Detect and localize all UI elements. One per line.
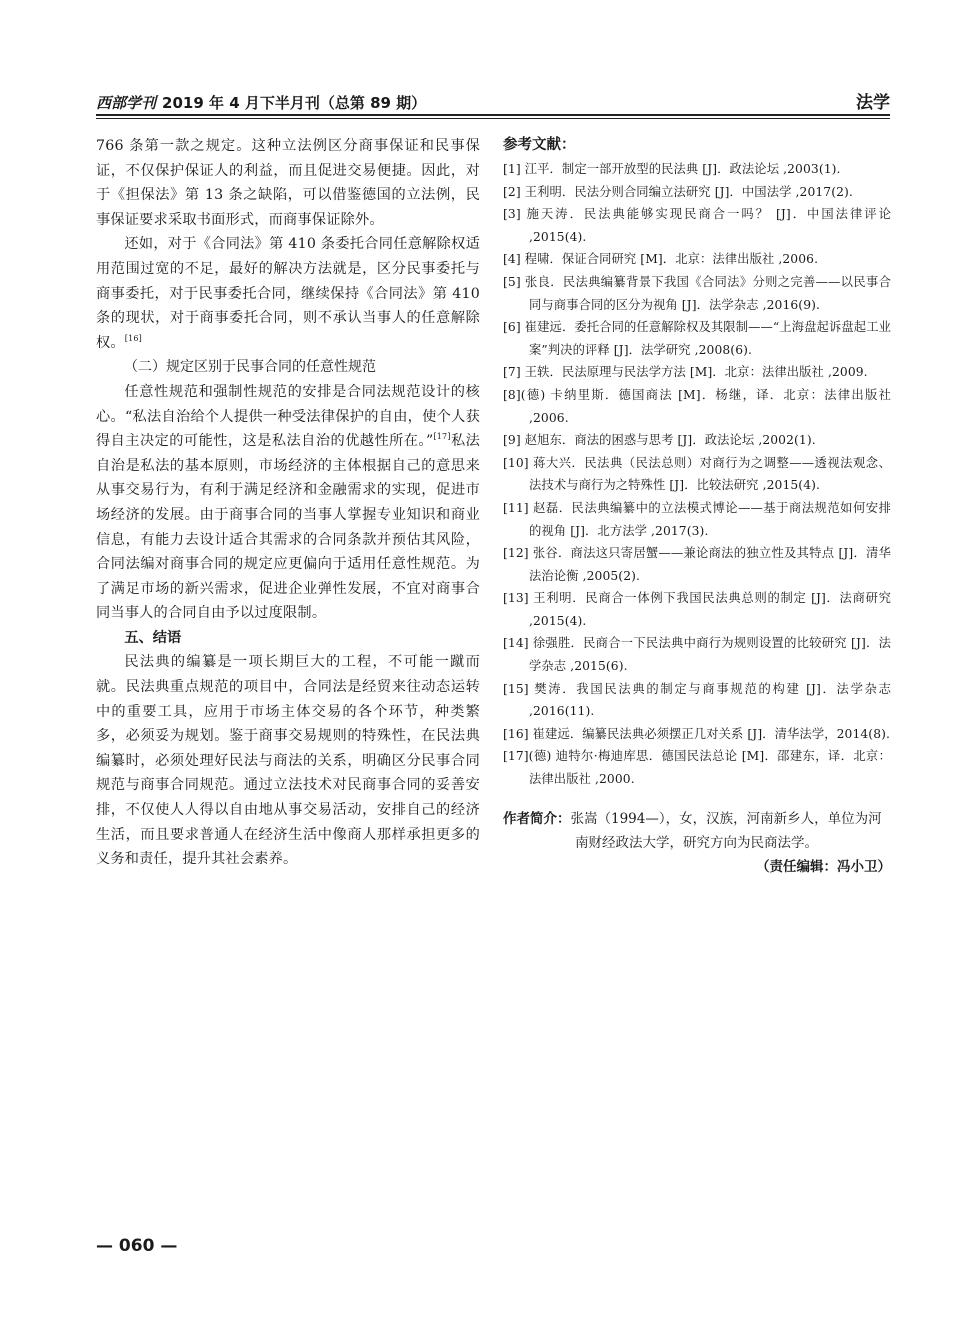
- header-divider-thin: [96, 118, 890, 119]
- reference-item: [10] 蒋大兴．民法典（民法总则）对商行为之调整——透视法观念、法技术与商行为之特殊性 [J]．比较法研究 ,2015(4).: [503, 455, 891, 493]
- subsection-heading: （二）规定区别于民事合同的任意性规范: [124, 359, 376, 376]
- journal-title: [96, 92, 426, 113]
- reference-item: [3] 施天涛．民法典能够实现民商合一吗？ [J]．中国法律评论 ,2015(4).: [503, 207, 891, 244]
- citation-17: [17]: [433, 432, 451, 442]
- paragraph-1: 766 条第一款之规定。这种立法例区分商事保证和民事保证，不仅保护保证人的利益，而且促进交易便捷。因此，对于《担保法》第 13 条之缺陷，可以借鉴德国的立法例，民事保证要求采取书面形式，而商事保证除外。: [96, 138, 480, 228]
- reference-item: [16] 崔建远．编纂民法典必须摆正几对关系 [J]．清华法学，2014(8).: [503, 726, 891, 741]
- page-header: [96, 88, 890, 114]
- reference-item: [13] 王利明．民商合一体例下我国民法典总则的制定 [J]．法商研究 ,2015(4).: [503, 591, 891, 628]
- references-title: 参考文献：: [503, 137, 576, 153]
- paragraph-2-text: 还如，对于《合同法》第 410 条委托合同任意解除权适用范围过宽的不足，最好的解决方法就是，区分民事委托与商事委托，对于民事委托合同，继续保持《合同法》第 410 条的现状，对于商事委托合同，则不承认当事人的任意解除权。: [96, 236, 480, 351]
- reference-item: [11] 赵磊．民法典编纂中的立法模式博论——基于商法规范如何安排的视角 [J]．北方法学 ,2017(3).: [503, 500, 891, 538]
- reference-item: [8](德) 卡纳里斯．德国商法 [M]．杨继，译．北京：法律出版社 ,2006.: [503, 387, 891, 425]
- reference-item: [7] 王轶．民法原理与民法学方法 [M]．北京：法律出版社 ,2009.: [503, 365, 868, 380]
- reference-list: [503, 158, 891, 791]
- reference-item: [9] 赵旭东．商法的困惑与思考 [J]．政法论坛 ,2002(1).: [503, 433, 816, 448]
- body-left-column: [96, 134, 480, 872]
- section-heading-conclusion: 五、结语: [124, 629, 182, 646]
- responsible-editor: （责任编辑：冯小卫）: [756, 858, 891, 875]
- reference-item: [14] 徐强胜．民商合一下民法典中商行为规则设置的比较研究 [J]．法学杂志 ,2015(6).: [503, 636, 891, 674]
- reference-item: [1] 江平．制定一部开放型的民法典 [J]．政法论坛 ,2003(1).: [503, 162, 841, 176]
- references-column: [503, 134, 891, 879]
- page-number: — 060 —: [96, 1236, 178, 1256]
- reference-item: [15] 樊涛．我国民法典的制定与商事规范的构建 [J]．法学杂志 ,2016(11).: [503, 681, 891, 719]
- paragraph-4: 民法典的编纂是一项长期巨大的工程，不可能一蹴而就。民法典重点规范的项目中，合同法是经贸来往动态运转中的重要工具，应用于市场主体交易的各个环节，种类繁多，必须妥为规划。鉴于商事交易规则的特殊性，在民法典编纂时，必须处理好民法与商法的关系，明确区分民事合同规范与商事合同规范。通过立法技术对民商事合同的妥善安排，不仅使人人得以自由地从事交易活动，安排自己的经济生活，而且要求普通人在经济生活中像商人那样承担更多的义务和责任，提升其社会素养。: [96, 654, 480, 868]
- issue-info: 2019 年 4 月下半月刊（总第 89 期）: [162, 94, 427, 112]
- citation-16: [16]: [124, 333, 143, 343]
- section-label: 法学: [856, 93, 890, 113]
- reference-item: [6] 崔建远．委托合同的任意解除权及其限制——“上海盘起诉盘起工业案”判决的评释 [J]．法学研究 ,2008(6).: [503, 320, 891, 357]
- paragraph-3: [96, 380, 480, 626]
- paragraph-3b-text: 私法自治是私法的基本原则，市场经济的主体根据自己的意思来从事交易行为，有利于满足经济和金融需求的实现，促进市场经济的发展。由于商事合同的当事人掌握专业知识和商业信息，有能力去设计适合其需求的合同条款并预估其风险，合同法编对商事合同的规定应更偏向于适用任意性规范。为了满足市场的新兴需求，促进企业弹性发展，不宜对商事合同当事人的合同自由予以过度限制。: [96, 433, 480, 622]
- paragraph-2: [96, 232, 480, 355]
- journal-logo: 西部学刊: [96, 94, 157, 112]
- reference-item: [17](德) 迪特尔·梅迪库思．德国民法总论 [M]．邵建东，译．北京：法律出版社 ,2000.: [503, 749, 891, 787]
- reference-item: [5] 张良．民法典编纂背景下我国《合同法》分则之完善——以民事合同与商事合同的区分为视角 [J]．法学杂志 ,2016(9).: [503, 274, 891, 312]
- author-bio-text: 张嵩（1994—），女，汉族，河南新乡人，单位为河南财经政法大学，研究方向为民商法学。: [570, 810, 882, 851]
- reference-item: [4] 程啸．保证合同研究 [M]．北京：法律出版社 ,2006.: [503, 252, 819, 267]
- author-bio-label: 作者简介：: [503, 810, 571, 827]
- header-divider: [96, 114, 890, 116]
- paragraph-3a-text: 任意性规范和强制性规范的安排是合同法规范设计的核心。“私法自治给个人提供一种受法律保护的自由，使个人获得自主决定的可能性，这是私法自治的优越性所在。”: [96, 383, 480, 450]
- author-bio: [503, 807, 891, 855]
- reference-item: [12] 张谷．商法这只寄居蟹——兼论商法的独立性及其特点 [J]．清华法治论衡 ,2005(2).: [503, 546, 891, 583]
- reference-item: [2] 王利明．民法分则合同编立法研究 [J]．中国法学 ,2017(2).: [503, 184, 853, 199]
